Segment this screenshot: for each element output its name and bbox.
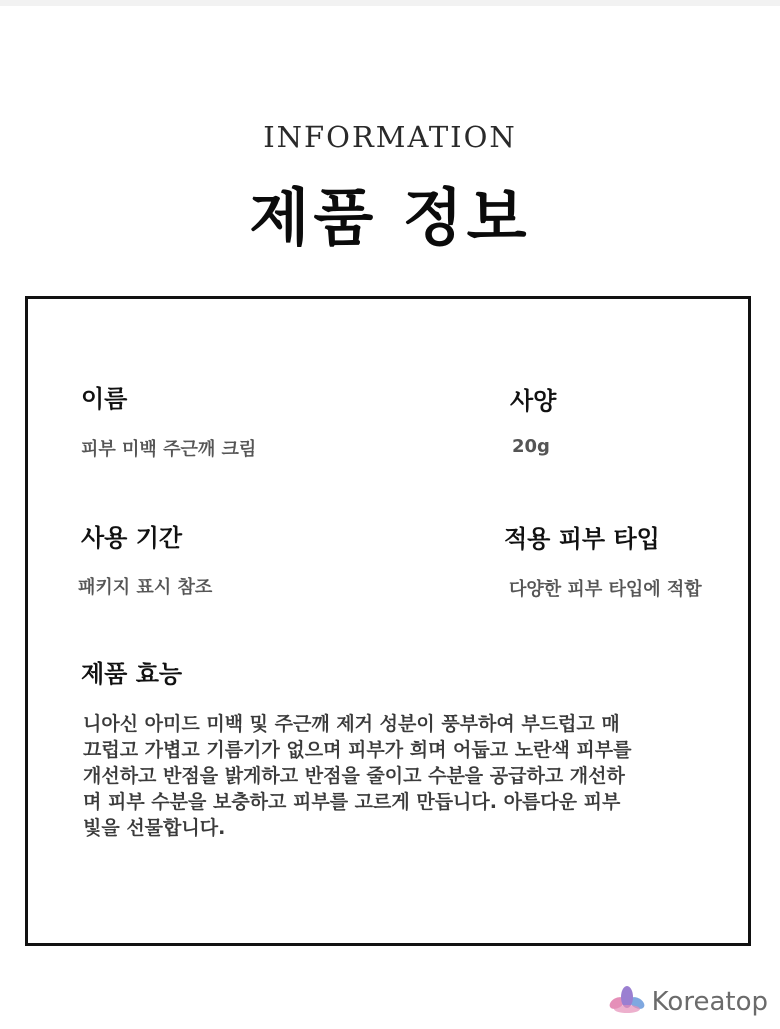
- skin-type-label: 적용 피부 타입: [504, 525, 660, 553]
- lotus-icon: [608, 985, 646, 1019]
- period-label: 사용 기간: [81, 524, 183, 552]
- period-value: 패키지 표시 참조: [78, 577, 213, 598]
- efficacy-label: 제품 효능: [81, 660, 183, 688]
- product-info-box: [25, 296, 751, 946]
- efficacy-description: 니아신 아미드 미백 및 주근깨 제거 성분이 풍부하여 부드럽고 매 끄럽고 가볍고 기름기가 없으며 피부가 희며 어둡고 노란색 피부를 개선하고 반점을 밝게하고 반점을 줄이고 수분을 공급하고 개선하 며 피부 수분을 보충하고 피부를 고르게 만듭니다. 아름다운 피부 빛을 선물합니다.: [83, 713, 632, 839]
- skin-type-value: 다양한 피부 타입에 적합: [509, 579, 702, 600]
- watermark-text: Koreatop: [651, 987, 768, 1017]
- name-label: 이름: [81, 385, 128, 413]
- top-divider: [0, 0, 780, 6]
- name-value: 피부 미백 주근깨 크림: [81, 439, 257, 460]
- section-eyebrow: INFORMATION: [263, 120, 517, 154]
- page-title: 제품 정보: [249, 181, 531, 254]
- spec-label: 사양: [510, 387, 557, 415]
- brand-watermark: [608, 985, 768, 1019]
- spec-value: 20g: [512, 436, 550, 457]
